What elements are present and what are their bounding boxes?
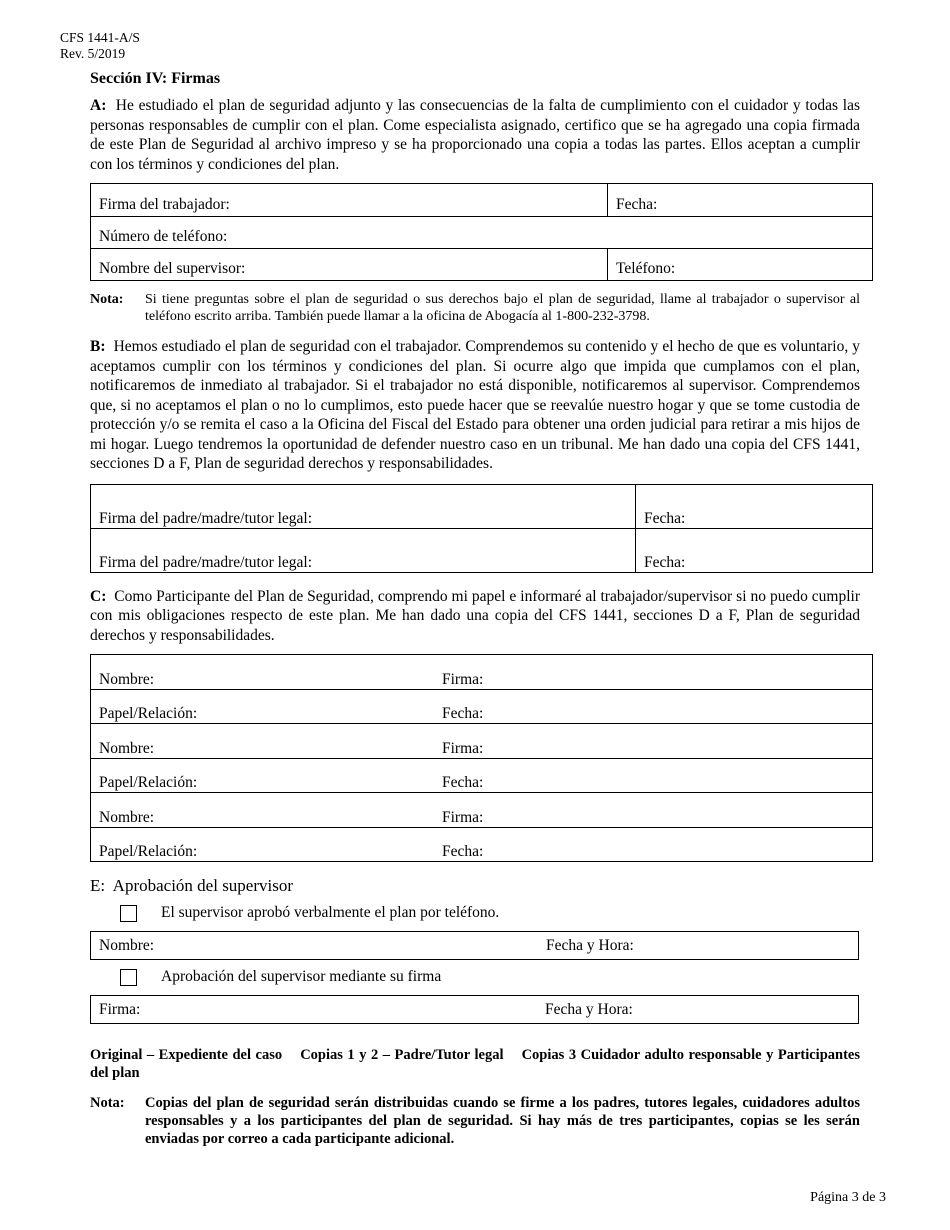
form-id: CFS 1441-A/S — [60, 30, 140, 45]
participant-field[interactable]: Fecha: — [434, 690, 873, 724]
bottom-note — [90, 1094, 860, 1148]
parent-signature-field-2[interactable]: Firma del padre/madre/tutor legal: — [91, 528, 636, 572]
form-content — [90, 70, 864, 1148]
part-a-note — [90, 291, 860, 325]
participant-field[interactable]: Fecha: — [434, 828, 873, 862]
supervisor-signature-box[interactable] — [90, 995, 859, 1024]
section-title: Sección IV: Firmas — [90, 70, 221, 87]
part-c-paragraph — [90, 587, 860, 646]
supervisor-name-field[interactable]: Nombre del supervisor: — [91, 249, 608, 281]
worker-signature-field[interactable]: Firma del trabajador: — [91, 184, 608, 217]
participant-field[interactable]: Papel/Relación: — [91, 690, 435, 724]
part-c-key: C: — [90, 587, 107, 605]
participant-table — [90, 654, 873, 862]
parent-date-field-2[interactable]: Fecha: — [636, 528, 873, 572]
participant-field[interactable]: Firma: — [434, 655, 873, 690]
part-b-paragraph — [90, 337, 860, 474]
verbal-approval-row — [120, 904, 860, 922]
part-b-text: Hemos estudiado el plan de seguridad con el trabajador. Comprendemos su contenido y el hecho de que es voluntario, y aceptamos cumplir con los términos y condiciones del plan. Si ocurre algo que impida que cumplamos con el plan, notificaremos de inmediato al trabajador. Si el trabajador no está disponible, notificaremos al supervisor. Comprendemos que, si no aceptamos el plan o no lo cumplimos, esto puede hacer que se reevalúe nuestro hogar y que se tome custodia de protección y/o se remita el caso a la Oficina del Fiscal del Estado para obtener una orden judicial para retirar a mis hijos de mi hogar. Luego tendremos la oportunidad de defender nuestro caso en un tribunal. Me han dado una copia del CFS 1441, secciones D a F, Plan de seguridad derechos y responsabilidades. — [90, 338, 861, 472]
part-a-key: A: — [90, 97, 107, 114]
signature-approval-row — [120, 968, 860, 986]
worker-signature-table — [90, 183, 873, 281]
parent-signature-table — [90, 484, 873, 573]
page-number: Página 3 de 3 — [810, 1190, 886, 1205]
participant-field[interactable]: Nombre: — [91, 655, 435, 690]
part-e-title: E: Aprobación del supervisor — [90, 876, 294, 895]
supervisor-phone-field[interactable]: Teléfono: — [608, 249, 873, 281]
participant-field[interactable]: Firma: — [434, 793, 873, 828]
participant-field[interactable]: Firma: — [434, 724, 873, 759]
participant-field[interactable]: Nombre: — [91, 793, 435, 828]
participant-field[interactable]: Papel/Relación: — [91, 759, 435, 793]
supervisor-signature-label: Firma: — [99, 1001, 141, 1018]
supervisor-datetime-label: Fecha y Hora: — [546, 937, 634, 954]
supervisor-name-label: Nombre: — [99, 937, 155, 954]
worker-date-field[interactable]: Fecha: — [608, 184, 873, 217]
part-a-paragraph — [90, 96, 860, 174]
note-text: Si tiene preguntas sobre el plan de seguridad o sus derechos bajo el plan de seguridad, llame al trabajador o supervisor al teléfono escrito arriba. También puede llamar a la oficina de Abogacía al 1-800-232-3798. — [145, 292, 860, 324]
parent-signature-field-1[interactable]: Firma del padre/madre/tutor legal: — [91, 484, 636, 528]
part-a-text: He estudiado el plan de seguridad adjunto y las consecuencias de la falta de cumplimiento con el cuidador y todas las personas responsables de cumplir con el plan. Come especialista asignado, certifico que se ha agregado una copia firmada de este Plan de Seguridad al archivo impreso y se ha proporcionado una copia a todas las partes. Ellos aceptan a cumplir con los términos y condiciones del plan. — [90, 97, 861, 173]
bottom-note-text: Copias del plan de seguridad serán distribuidas cuando se firme a los padres, tutores legales, cuidadores adultos responsables y a los participantes del plan de seguridad. Si hay más de tres participantes, copias se les serán enviadas por correo a cada participante adicional. — [145, 1095, 860, 1147]
signature-approval-checkbox[interactable] — [120, 969, 137, 986]
supervisor-signature-datetime-label: Fecha y Hora: — [545, 1001, 633, 1018]
participant-field[interactable]: Fecha: — [434, 759, 873, 793]
form-revision: Rev. 5/2019 — [60, 46, 126, 61]
part-b-key: B: — [90, 338, 106, 355]
signature-approval-label: Aprobación del supervisor mediante su firma — [161, 968, 442, 985]
note-label: Nota: — [90, 292, 124, 307]
parent-date-field-1[interactable]: Fecha: — [636, 484, 873, 528]
form-header — [60, 30, 140, 62]
distribution-line: Original – Expediente del caso Copias 1 y 2 – Padre/Tutor legal Copias 3 Cuidador adulto responsable y Participantes del plan — [90, 1047, 864, 1081]
participant-field[interactable]: Nombre: — [91, 724, 435, 759]
supervisor-name-box[interactable] — [90, 931, 859, 960]
part-c-text: Como Participante del Plan de Seguridad, comprendo mi papel e informaré al trabajador/supervisor si no puedo cumplir con mis obligaciones respecto de este plan. Me han dado una copia del CFS 1441, secciones D a F, Plan de seguridad derechos y responsabilidades. — [90, 587, 860, 644]
participant-field[interactable]: Papel/Relación: — [91, 828, 435, 862]
bottom-note-label: Nota: — [90, 1095, 125, 1111]
verbal-approval-label: El supervisor aprobó verbalmente el plan por teléfono. — [161, 904, 500, 921]
phone-number-field[interactable]: Número de teléfono: — [91, 217, 873, 249]
verbal-approval-checkbox[interactable] — [120, 905, 137, 922]
